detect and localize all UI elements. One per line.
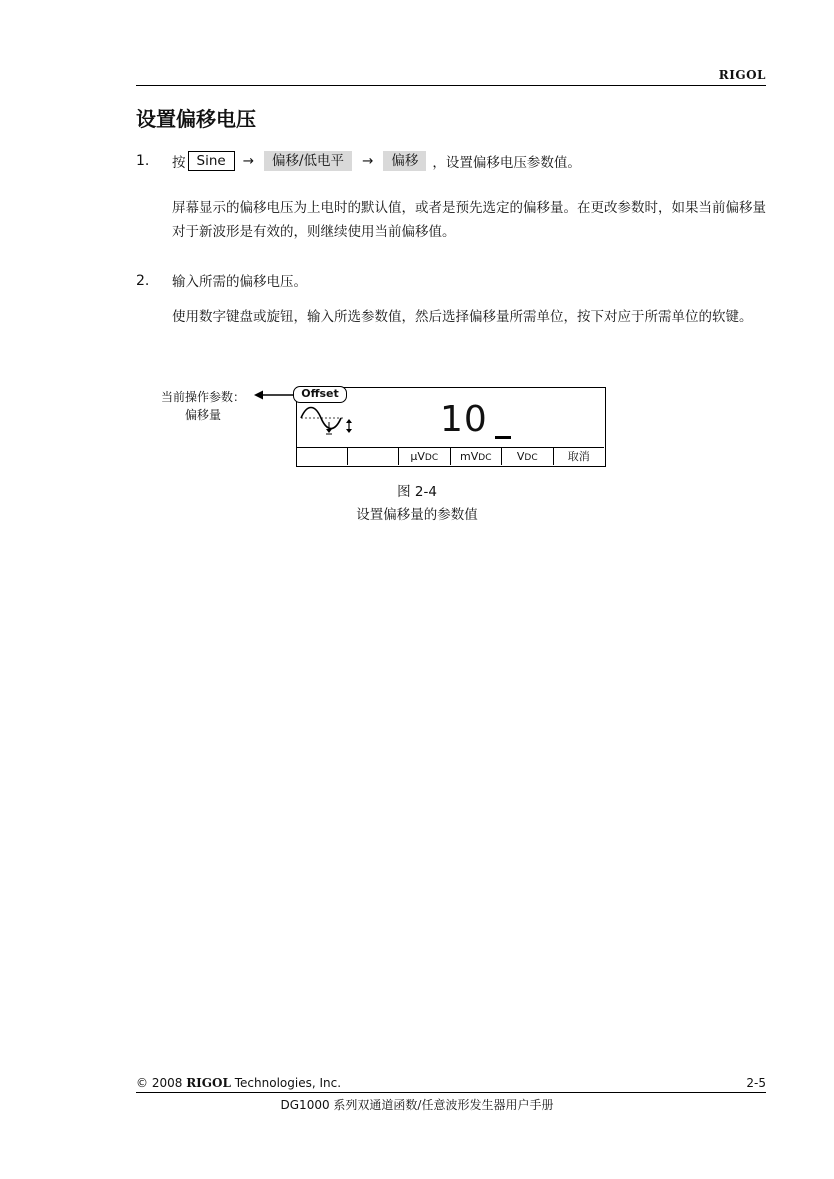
footer-model: DG1000 [280,1098,330,1112]
arrow-1: → [242,153,254,169]
figure-number-prefix: 图 [397,484,411,500]
softkey-mvdc-sub: DC [478,453,492,463]
step-1-press: 按 [172,155,186,171]
header-rule [136,85,766,86]
softkey-vdc-sub: DC [524,453,538,463]
lcd-value: 10 [440,399,488,440]
step-1-line [172,151,581,171]
softkey-vdc [502,447,554,465]
offset-lowlevel-soft-key: 偏移/低电平 [264,151,352,171]
pointer-arrow-icon [254,389,296,401]
footer-manual-name: 系列双通道函数/任意波形发生器用户手册 [333,1098,554,1112]
softkey-uvdc-main: μV [410,450,425,463]
softkey-mvdc-main: mV [460,450,479,463]
step-1-tail: ，设置偏移电压参数值。 [432,155,581,171]
softkey-mvdc [451,447,503,465]
step-1-number: 1. [136,153,150,169]
softkey-cancel-main: 取消 [567,450,590,463]
figure-number-value: 2-4 [414,484,437,500]
softkey-bar [296,447,604,465]
input-cursor [495,436,511,439]
footer-copyright [136,1076,341,1090]
header-brand: RIGOL [718,68,766,82]
step-1-paragraph: 屏幕显示的偏移电压为上电时的默认值，或者是预先选定的偏移量。在更改参数时，如果当前偏移量对于新波形是有效的，则继续使用当前偏移值。 [172,200,766,240]
arrow-2: → [362,153,374,169]
softkey-2 [348,447,400,465]
softkey-uvdc-sub: DC [424,453,439,463]
footer-brand: RIGOL [186,1076,231,1090]
step-2-paragraph: 使用数字键盘或旋钮，输入所选参数值，然后选择偏移量所需单位，按下对应于所需单位的软键。 [172,309,753,325]
offset-soft-key: 偏移 [383,151,426,171]
footer-company: Technologies, Inc. [234,1076,342,1090]
softkey-1 [296,447,348,465]
softkey-uvdc [399,447,451,465]
sine-hard-key: Sine [188,151,235,171]
page-title: 设置偏移电压 [136,107,256,131]
current-param-label [152,388,254,424]
step-2-text: 输入所需的偏移电压。 [172,274,307,290]
figure-caption: 设置偏移量的参数值 [356,507,478,523]
figure-number [0,480,834,500]
current-param-label-line2: 偏移量 [184,408,221,422]
offset-param-tag: Offset [293,386,347,403]
footer-page-number: 2-5 [746,1076,766,1090]
softkey-cancel [554,447,605,465]
step-2-number: 2. [136,273,150,289]
footer-manual-title [0,1096,834,1113]
softkey-vdc-main: V [516,450,525,463]
current-param-label-line1: 当前操作参数： [160,390,245,404]
footer-copyright-year: © 2008 [136,1076,183,1090]
sine-offset-wave-icon [299,404,361,436]
footer-rule [136,1092,766,1093]
